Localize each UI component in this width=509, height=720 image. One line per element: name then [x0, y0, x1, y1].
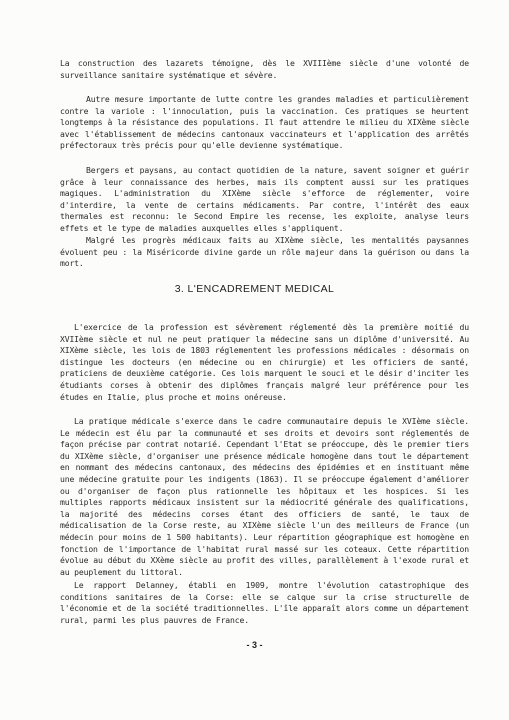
paragraph-mentalites: Malgré les progrès médicaux faits au XIXème siècle, les mentalités paysannes évoluent peu : la Miséricorde divine garde un rôle majeur dans la guérison ou dans la mort.: [60, 235, 469, 269]
paragraph-bergers: Bergers et paysans, au contact quotidien de la nature, savent soigner et guérir grâce à leur connaissance des herbes, mais ils comptent aussi sur les pratiques magiques. L'administration du XIXème siècle s'efforce de réglementer, voire d'interdire, la vente de certains médicaments. Par contre, l'intérêt des eaux thermales est reconnu: le Second Empire les recense, les exploite, analyse leurs effets et le type de maladies auxquelles elles s'appliquent.: [60, 165, 469, 233]
paragraph-variole: Autre mesure importante de lutte contre les grandes maladies et particulièrement contre la variole : l'innoculation, puis la vaccination. Ces pratiques se heurtent longtemps à la résistance des populations. Il faut attendre le milieu du XIXème siècle avec l'établissement de médecins cantonaux vaccinateurs et l'application des arrêtés préfectoraux très précis pour qu'elle devienne systématique.: [60, 94, 469, 151]
paragraph-pratique: La pratique médicale s'exerce dans le cadre communautaire depuis le XVIème siècle. Le médecin est élu par la communauté et ses droits et devoirs sont réglementés de façon précise par contrat notarié. Cependant l'Etat se préoccupe, dès le premier tiers du XIXème siècle, d'organiser une présence médicale homogène dans tout le département en nommant des médecins cantonaux, des médecins des épidémies et en instituant même une médecine gratuite pour les indigents (1863). Il se préoccupe également d'améliorer ou d'organiser de façon plus rationnelle les hôpitaux et les hospices. Si les multiples rapports médicaux insistent sur la médiocrité générale des qualifications, la majorité des médecins corses étant des officiers de santé, le taux de médicalisation de la Corse reste, au XIXème siècle l'un des meilleurs de France (un médecin pour moins de 1 500 habitants). Leur répartition géographique est homogène en fonction de l'importance de l'habitat rural massé sur les coteaux. Cette répartition évolue au début du XXème siècle au profit des villes, parallèlement à l'exode rural et au peuplement du littoral.: [60, 416, 469, 577]
paragraph-profession: L'exercice de la profession est sévèrement réglementé dès la première moitié du XVIIème siècle et nul ne peut pratiquer la médecine sans un diplôme d'université. Au XIXème siècle, les lois de 1803 réglementent les professions médicales : désormais on distingue les docteurs (en médecine ou en chirurgie) et les officiers de santé, praticiens de deuxième catégorie. Ces lois marquent le souci et le désir d'inciter les étudiants corses à obtenir des diplômes français malgré leur préférence pour les études en Italie, plus proche et moins onéreuse.: [60, 322, 469, 402]
section-heading: 3. L'ENCADREMENT MEDICAL: [174, 283, 335, 295]
paragraph-delanney: Le rapport Delanney, établi en 1909, montre l'évolution catastrophique des conditions sanitaires de la Corse: elle se calque sur la crise structurelle de l'économie et de la société traditionnelles. L'île apparaît alors comme un département rural, parmi les plus pauvres de France.: [60, 580, 469, 625]
paragraph-lazarets: La construction des lazarets témoigne, dès le XVIIIème siècle d'une volonté de surveillance sanitaire systématique et sévère.: [60, 58, 469, 80]
page-number: - 3 -: [246, 640, 263, 650]
